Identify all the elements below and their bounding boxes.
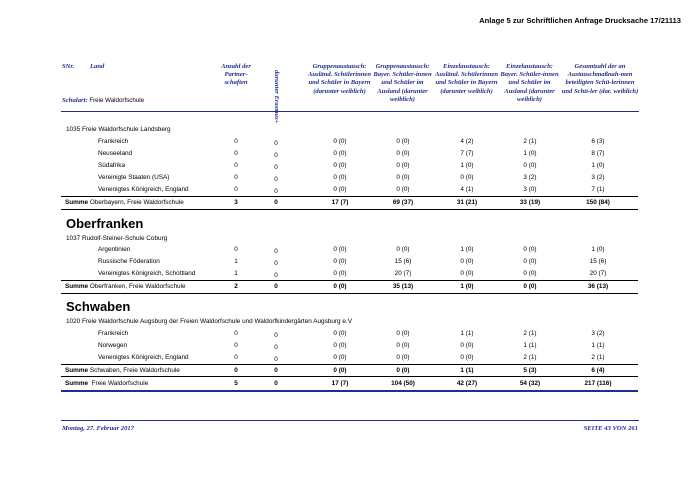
grand-total-row: [60, 378, 638, 389]
header-snr: SNr.: [62, 63, 75, 70]
partnerschaften-cell: 0: [234, 162, 238, 169]
table-row: [60, 352, 638, 363]
header-col-3: Einzelaustausch: Ausländ. Schülerinnen und Schüler in Bayern (darunter weiblich): [434, 63, 499, 95]
col-1-cell: 0 (0): [333, 330, 347, 337]
sum-col-4: 5 (3): [523, 367, 537, 374]
col-1-cell: 0 (0): [333, 342, 347, 349]
school-label-1020: 1020 Freie Waldorfschule Augsburg der Freien Waldorfschule und Waldorfkindergärten Augsburg e.V: [66, 318, 352, 325]
erasmus-cell: 0: [274, 332, 278, 339]
land-cell: Südafrika: [98, 162, 125, 169]
col-1-cell: 0 (0): [333, 174, 347, 181]
sum-keyword: Summe: [65, 283, 89, 290]
table-row: [60, 268, 638, 279]
col-4-cell: 0 (0): [523, 162, 537, 169]
col-3-cell: 1 (1): [460, 330, 474, 337]
sum-col-2: 0 (0): [396, 367, 410, 374]
table-row: [60, 328, 638, 339]
col-3-cell: 0 (0): [460, 342, 474, 349]
header-erasmus: darunter Erasmus+: [273, 70, 280, 124]
school-label-1035: 1035 Freie Waldorfschule Landsberg: [66, 126, 171, 133]
schulart-label: Schulart:: [62, 97, 88, 104]
header-col-2: Gruppenaustausch: Bayer. Schüler-innen und Schüler im Ausland (darunter weiblich): [373, 63, 432, 103]
partnerschaften-cell: 0: [234, 330, 238, 337]
header-col-4: Einzelaustausch: Bayer. Schüler-innen und Schüler im Ausland (darunter weiblich): [500, 63, 559, 103]
sum-erasmus: 0: [274, 367, 278, 374]
total-col-5: 217 (116): [584, 380, 612, 387]
sum-partnerschaften: 3: [234, 199, 238, 206]
col-2-cell: 0 (0): [396, 174, 410, 181]
sum-col-4: 33 (19): [519, 199, 541, 206]
partnerschaften-cell: 0: [234, 342, 238, 349]
col-5-cell: 7 (1): [591, 186, 605, 193]
footer-date: Montag, 27. Februar 2017: [62, 425, 134, 432]
land-cell: Argentinien: [98, 246, 131, 253]
partnerschaften-cell: 1: [234, 258, 238, 265]
partnerschaften-cell: 1: [234, 270, 238, 277]
table-row: [60, 244, 638, 255]
partnerschaften-cell: 0: [234, 174, 238, 181]
sum-scope: Schwaben, Freie Waldorfschule: [89, 367, 180, 374]
partnerschaften-cell: 0: [234, 246, 238, 253]
erasmus-cell: 0: [274, 140, 278, 147]
land-cell: Vereinigtes Königreich, Schottland: [98, 270, 196, 277]
sum-col-2: 35 (13): [392, 283, 414, 290]
sum-row-schwaben: [60, 365, 638, 376]
col-4-cell: 0 (0): [523, 258, 537, 265]
col-1-cell: 0 (0): [333, 270, 347, 277]
table-row: [60, 160, 638, 171]
land-cell: Norwegen: [98, 342, 128, 349]
col-4-cell: 1 (1): [523, 342, 537, 349]
land-cell: Russische Föderation: [98, 258, 160, 265]
col-3-cell: 0 (0): [460, 270, 474, 277]
col-5-cell: 1 (0): [591, 246, 605, 253]
total-label: [65, 378, 148, 389]
sum-erasmus: 0: [274, 199, 278, 206]
sum-label: [65, 365, 180, 376]
land-cell: Frankreich: [98, 330, 129, 337]
erasmus-cell: 0: [274, 188, 278, 195]
sum-row-oberfranken: [60, 281, 638, 292]
sum-divider-bottom: [61, 293, 638, 294]
header-col-5: Gesamtzahl der an Austauschmaßnah-men beteiligten Schü-lerinnen und Schü-ler (dar. weiblich): [561, 63, 639, 95]
col-2-cell: 0 (0): [396, 138, 410, 145]
land-cell: Frankreich: [98, 138, 129, 145]
col-2-cell: 0 (0): [396, 246, 410, 253]
sum-col-3: 31 (21): [456, 199, 478, 206]
sum-scope: Oberfranken, Freie Waldorfschule: [89, 283, 186, 290]
land-cell: Vereinigtes Königreich, England: [98, 354, 189, 361]
region-heading-schwaben: Schwaben: [66, 299, 131, 314]
header-divider: [61, 111, 639, 112]
col-2-cell: 20 (7): [394, 270, 412, 277]
land-cell: Vereinigtes Königreich, England: [98, 186, 189, 193]
total-col-2: 104 (50): [391, 380, 415, 387]
col-3-cell: 1 (0): [460, 162, 474, 169]
erasmus-cell: 0: [274, 176, 278, 183]
sum-col-3: 1 (1): [460, 367, 474, 374]
land-cell: Neuseeland: [98, 150, 133, 157]
land-cell: Vereinigte Staaten (USA): [98, 174, 170, 181]
sum-erasmus: 0: [274, 283, 278, 290]
sum-col-1: 0 (0): [333, 367, 347, 374]
partnerschaften-cell: 0: [234, 354, 238, 361]
region-heading-oberfranken: Oberfranken: [66, 216, 144, 231]
col-5-cell: 3 (2): [591, 330, 605, 337]
erasmus-cell: 0: [274, 260, 278, 267]
sum-label: [65, 197, 184, 208]
header-schulart: [62, 97, 144, 104]
table-row: [60, 184, 638, 195]
schulart-value: Freie Waldorfschule: [89, 97, 145, 104]
col-3-cell: 1 (0): [460, 246, 474, 253]
col-5-cell: 20 (7): [589, 270, 607, 277]
sum-divider-bottom: [61, 209, 638, 210]
sum-row-oberbayern: [60, 197, 638, 208]
total-keyword: Summe: [65, 380, 89, 387]
sum-col-2: 69 (37): [392, 199, 414, 206]
header-col-1: Gruppenaustausch: Ausländ. Schülerinnen und Schüler in Bayern (darunter weiblich): [307, 63, 372, 95]
col-2-cell: 15 (6): [394, 258, 412, 265]
total-partnerschaften: 5: [234, 380, 238, 387]
col-3-cell: 0 (0): [460, 354, 474, 361]
col-4-cell: 0 (0): [523, 270, 537, 277]
col-1-cell: 0 (0): [333, 150, 347, 157]
erasmus-cell: 0: [274, 356, 278, 363]
col-3-cell: 4 (2): [460, 138, 474, 145]
col-3-cell: 7 (7): [460, 150, 474, 157]
table-row: [60, 136, 638, 147]
col-3-cell: 0 (0): [460, 258, 474, 265]
col-5-cell: 1 (1): [591, 342, 605, 349]
col-2-cell: 0 (0): [396, 162, 410, 169]
total-col-1: 17 (7): [331, 380, 349, 387]
table-row: [60, 172, 638, 183]
col-4-cell: 0 (0): [523, 246, 537, 253]
col-3-cell: 4 (1): [460, 186, 474, 193]
sum-col-3: 1 (0): [460, 283, 474, 290]
sum-col-5: 36 (13): [587, 283, 609, 290]
col-1-cell: 0 (0): [333, 186, 347, 193]
col-5-cell: 3 (2): [591, 174, 605, 181]
col-2-cell: 0 (0): [396, 330, 410, 337]
col-1-cell: 0 (0): [333, 138, 347, 145]
school-label-1037: 1037 Rudolf-Steiner-Schule Coburg: [66, 235, 168, 242]
sum-scope: Oberbayern, Freie Waldorfschule: [89, 199, 184, 206]
sum-keyword: Summe: [65, 367, 89, 374]
col-2-cell: 0 (0): [396, 186, 410, 193]
col-3-cell: 0 (0): [460, 174, 474, 181]
erasmus-cell: 0: [274, 164, 278, 171]
header-land: Land: [90, 63, 105, 70]
partnerschaften-cell: 0: [234, 138, 238, 145]
total-erasmus: 0: [274, 380, 278, 387]
col-1-cell: 0 (0): [333, 258, 347, 265]
col-5-cell: 1 (0): [591, 162, 605, 169]
total-col-3: 42 (27): [456, 380, 478, 387]
col-1-cell: 0 (0): [333, 162, 347, 169]
table-row: [60, 148, 638, 159]
col-5-cell: 6 (3): [591, 138, 605, 145]
sum-col-1: 17 (7): [331, 199, 349, 206]
total-divider: [61, 390, 638, 392]
col-2-cell: 0 (0): [396, 342, 410, 349]
erasmus-cell: 0: [274, 248, 278, 255]
erasmus-cell: 0: [274, 152, 278, 159]
col-1-cell: 0 (0): [333, 354, 347, 361]
col-5-cell: 15 (6): [589, 258, 607, 265]
col-4-cell: 2 (1): [523, 354, 537, 361]
col-1-cell: 0 (0): [333, 246, 347, 253]
total-col-4: 54 (32): [519, 380, 541, 387]
sum-divider-bottom: [61, 376, 638, 377]
erasmus-cell: 0: [274, 344, 278, 351]
total-scope: Freie Waldorfschule: [91, 380, 149, 387]
sum-col-4: 0 (0): [523, 283, 537, 290]
sum-partnerschaften: 0: [234, 367, 238, 374]
table-row: [60, 256, 638, 267]
col-2-cell: 0 (0): [396, 354, 410, 361]
sum-partnerschaften: 2: [234, 283, 238, 290]
header-partnerschaften: Anzahl der Partner-schaften: [221, 63, 251, 87]
col-4-cell: 1 (0): [523, 150, 537, 157]
footer-page-number: SEITE 43 VON 261: [583, 425, 638, 432]
col-4-cell: 2 (1): [523, 330, 537, 337]
col-4-cell: 2 (1): [523, 138, 537, 145]
sum-col-5: 150 (84): [586, 199, 610, 206]
col-5-cell: 2 (1): [591, 354, 605, 361]
table-row: [60, 340, 638, 351]
document-reference: Anlage 5 zur Schriftlichen Anfrage Drucksache 17/21113: [479, 16, 681, 25]
erasmus-cell: 0: [274, 272, 278, 279]
col-2-cell: 0 (0): [396, 150, 410, 157]
col-5-cell: 8 (7): [591, 150, 605, 157]
partnerschaften-cell: 0: [234, 150, 238, 157]
partnerschaften-cell: 0: [234, 186, 238, 193]
sum-col-5: 6 (4): [591, 367, 605, 374]
sum-keyword: Summe: [65, 199, 89, 206]
sum-label: [65, 281, 186, 292]
sum-col-1: 0 (0): [333, 283, 347, 290]
col-4-cell: 3 (0): [523, 186, 537, 193]
footer-divider: [61, 420, 639, 421]
col-4-cell: 3 (2): [523, 174, 537, 181]
